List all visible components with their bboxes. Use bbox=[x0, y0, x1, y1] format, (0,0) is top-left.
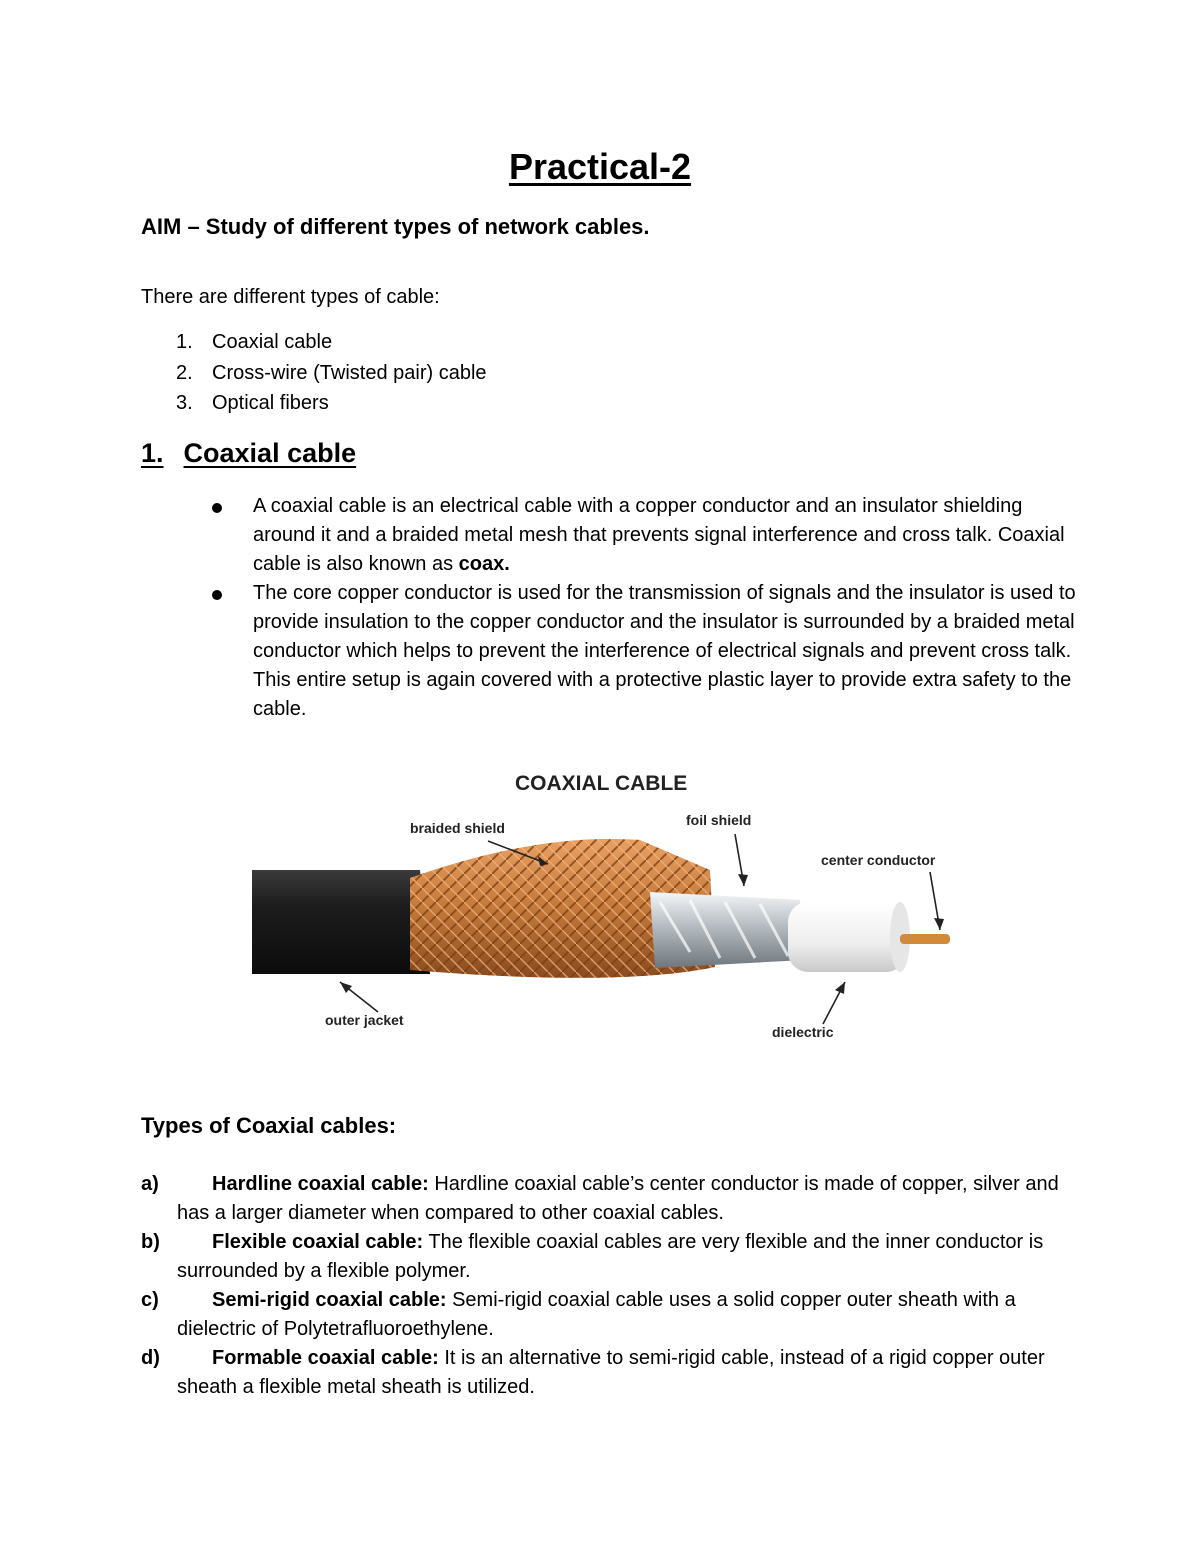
list-item bbox=[141, 1170, 1076, 1228]
cable-types-list bbox=[176, 328, 487, 420]
list-text: Optical fibers bbox=[212, 392, 329, 414]
bullet-text: A coaxial cable is an electrical cable with a copper conductor and an insulator shielding around it and a braided metal mesh that prevents signal interference and cross talk. Coaxial cable is also known as bbox=[253, 495, 1065, 575]
coaxial-cable-diagram bbox=[240, 762, 1000, 1052]
page-title: Practical-2 bbox=[508, 146, 692, 187]
item-text: Hardline coaxial cable’s center conductor is made of copper, silver and has a larger diameter when compared to other coaxial cables. bbox=[177, 1173, 1059, 1224]
types-heading: Types of Coaxial cables: bbox=[141, 1113, 397, 1138]
label-outer-jacket: outer jacket bbox=[325, 1012, 404, 1028]
coaxial-bullets bbox=[212, 492, 1082, 724]
item-term: Flexible coaxial cable: bbox=[212, 1231, 424, 1253]
item-label: c) bbox=[141, 1289, 159, 1311]
item-term: Semi-rigid coaxial cable: bbox=[212, 1289, 447, 1311]
item-term: Formable coaxial cable: bbox=[212, 1347, 439, 1369]
label-center-conductor: center conductor bbox=[821, 852, 936, 868]
label-braided-shield: braided shield bbox=[410, 820, 505, 836]
list-item bbox=[141, 1286, 1076, 1344]
item-label: d) bbox=[141, 1347, 160, 1369]
list-item bbox=[141, 1228, 1076, 1286]
bullet-item bbox=[212, 579, 1082, 724]
bullet-dot-icon bbox=[212, 503, 222, 513]
list-number: 2. bbox=[176, 361, 193, 384]
foil-shield-shape bbox=[650, 892, 805, 968]
list-text: Cross-wire (Twisted pair) cable bbox=[212, 361, 487, 384]
list-item bbox=[176, 389, 487, 420]
diagram-title: COAXIAL CABLE bbox=[515, 772, 688, 795]
label-foil-shield: foil shield bbox=[686, 812, 752, 828]
center-conductor-shape bbox=[900, 934, 950, 944]
list-item bbox=[141, 1344, 1076, 1402]
list-text: Coaxial cable bbox=[212, 331, 333, 353]
bullet-text: The core copper conductor is used for the transmission of signals and the insulator is used to provide insulation to the copper conductor and the insulator is surrounded by a braided metal conductor which helps to prevent the interference of electrical signals and prevent cross talk. This entire setup is again covered with a protective plastic layer to provide extra safety to the cable. bbox=[253, 582, 1076, 720]
item-text: It is an alternative to semi-rigid cable, instead of a rigid copper outer sheath a flexible metal sheath is utilized. bbox=[177, 1347, 1045, 1398]
label-dielectric: dielectric bbox=[772, 1024, 834, 1040]
bullet-item bbox=[212, 492, 1082, 579]
list-item bbox=[176, 359, 487, 390]
list-number: 3. bbox=[176, 392, 193, 414]
intro-text: There are different types of cable: bbox=[141, 286, 440, 308]
outer-jacket-shape bbox=[252, 870, 430, 974]
item-text: Semi-rigid coaxial cable uses a solid copper outer sheath with a dielectric of Polytetrafluoroethylene. bbox=[177, 1289, 1016, 1340]
item-label: a) bbox=[141, 1173, 159, 1195]
list-number: 1. bbox=[176, 331, 193, 353]
item-label: b) bbox=[141, 1231, 160, 1253]
coaxial-types-list bbox=[141, 1170, 1076, 1402]
item-term: Hardline coaxial cable: bbox=[212, 1173, 429, 1195]
dielectric-shape bbox=[788, 902, 906, 972]
item-text: The flexible coaxial cables are very flexible and the inner conductor is surrounded by a flexible polymer. bbox=[177, 1231, 1044, 1282]
aim-statement: AIM – Study of different types of network cables. bbox=[141, 214, 650, 239]
section-heading-coaxial bbox=[141, 438, 356, 469]
bullet-dot-icon bbox=[212, 590, 222, 600]
section-number: 1. bbox=[141, 438, 164, 468]
section-title: Coaxial cable bbox=[183, 438, 357, 468]
bullet-bold-term: coax. bbox=[458, 553, 510, 575]
list-item bbox=[176, 328, 487, 359]
